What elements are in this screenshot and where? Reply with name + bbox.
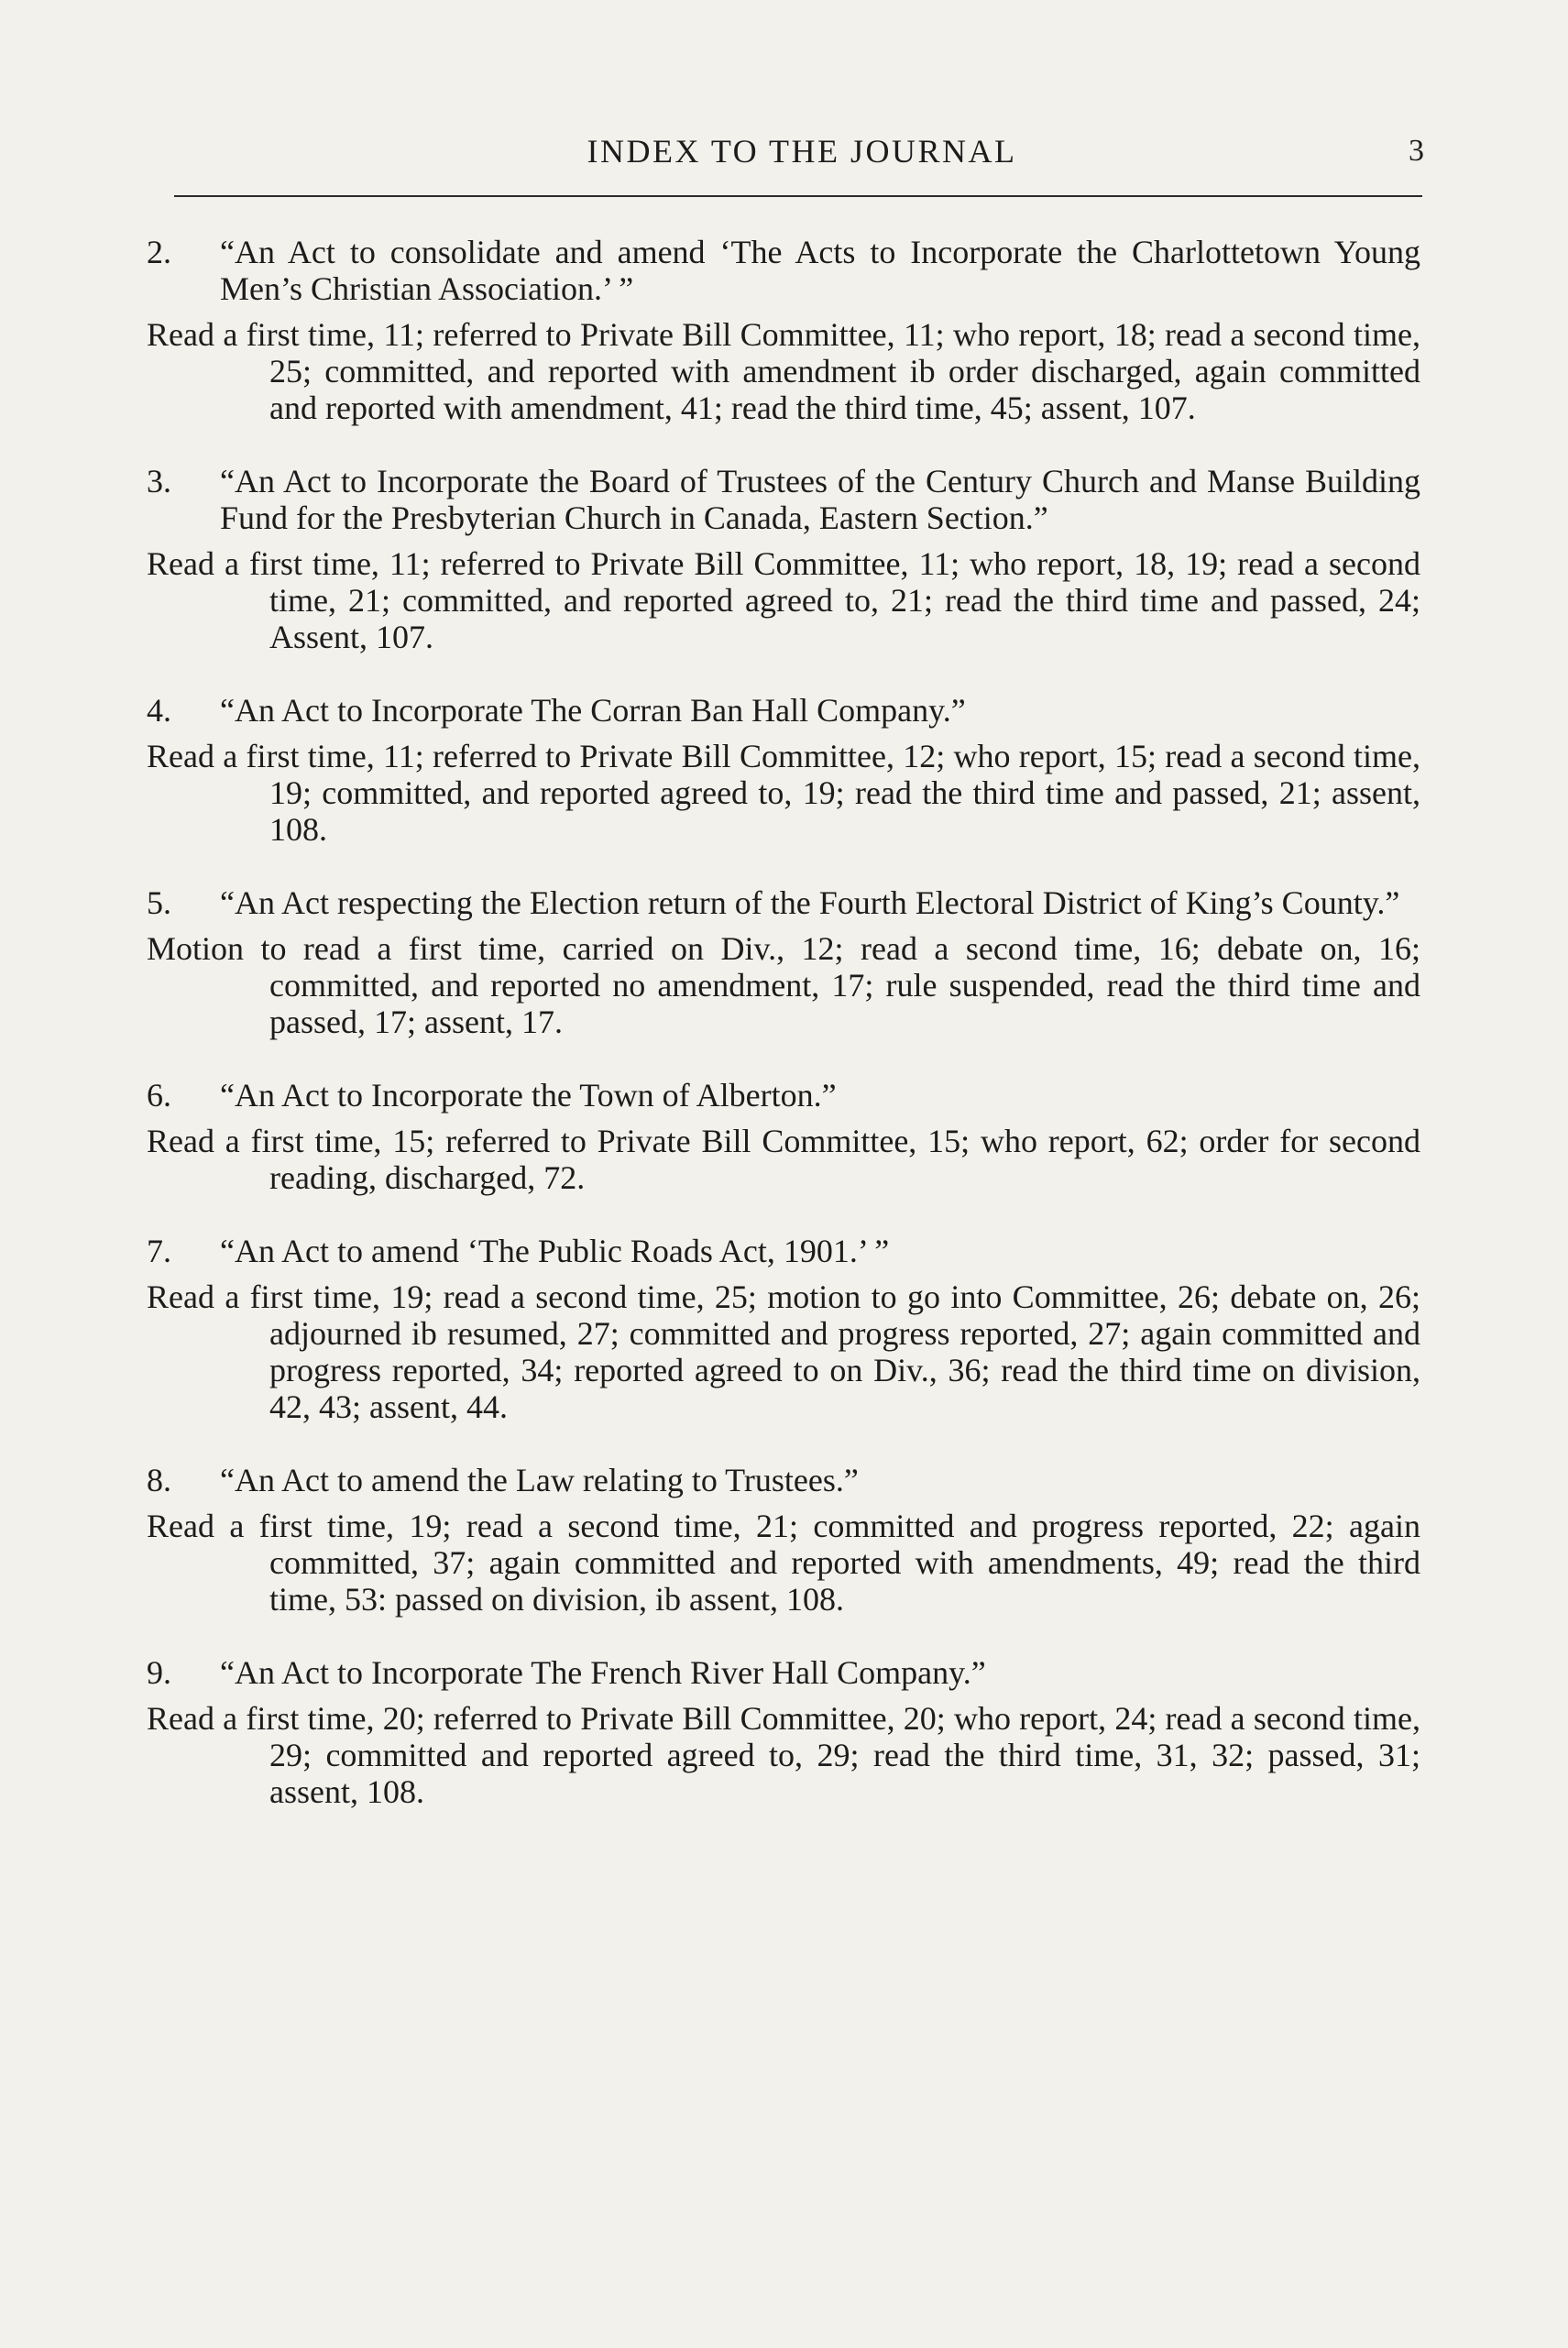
index-entry xyxy=(147,1233,1420,1425)
entry-title-text: “An Act to Incorporate the Town of Alberton.” xyxy=(220,1077,837,1114)
entry-title xyxy=(147,1077,1420,1114)
entry-number: 7. xyxy=(147,1233,171,1269)
header-rule xyxy=(174,195,1422,197)
index-entry xyxy=(147,1077,1420,1196)
entry-title-text: “An Act to amend ‘The Public Roads Act, 1901.’ ” xyxy=(220,1233,890,1269)
entry-number: 9. xyxy=(147,1654,171,1691)
entry-proceedings: Motion to read a first time, carried on Div., 12; read a second time, 16; debate on, 16; committed, and reported no amendment, 17; rule suspended, read the third time and passed, 17; assent, 17. xyxy=(147,930,1420,1040)
index-entries xyxy=(147,234,1420,1847)
entry-number: 8. xyxy=(147,1462,171,1498)
entry-number: 2. xyxy=(147,234,171,270)
page-number: 3 xyxy=(1409,134,1424,168)
entry-title-text: “An Act to consolidate and amend ‘The Acts to Incorporate the Charlottetown Young Men’s Christian Association.’ ” xyxy=(220,234,1420,307)
entry-number: 3. xyxy=(147,463,171,499)
entry-proceedings: Read a first time, 20; referred to Private Bill Committee, 20; who report, 24; read a second time, 29; committed and reported agreed to, 29; read the third time, 31, 32; passed, 31; assent, 108. xyxy=(147,1700,1420,1810)
entry-title xyxy=(147,692,1420,729)
entry-title-text: “An Act to amend the Law relating to Trustees.” xyxy=(220,1462,859,1498)
entry-title xyxy=(147,463,1420,536)
entry-number: 5. xyxy=(147,884,171,921)
entry-proceedings: Read a first time, 11; referred to Private Bill Committee, 11; who report, 18, 19; read a second time, 21; committed, and reported agreed to, 21; read the third time and passed, 24; Assent, 107. xyxy=(147,545,1420,655)
entry-proceedings: Read a first time, 11; referred to Private Bill Committee, 11; who report, 18; read a second time, 25; committed, and reported with amendment ib order discharged, again committed and reported with amendment, 41; read the third time, 45; assent, 107. xyxy=(147,316,1420,426)
entry-title xyxy=(147,884,1420,921)
running-title: INDEX TO THE JOURNAL xyxy=(587,133,1017,170)
entry-proceedings: Read a first time, 11; referred to Private Bill Committee, 12; who report, 15; read a second time, 19; committed, and reported agreed to, 19; read the third time and passed, 21; assent, 108. xyxy=(147,738,1420,848)
entry-number: 6. xyxy=(147,1077,171,1114)
entry-title-text: “An Act to Incorporate The French River Hall Company.” xyxy=(220,1654,986,1691)
running-head xyxy=(183,128,1424,183)
index-entry xyxy=(147,884,1420,1040)
index-entry xyxy=(147,1654,1420,1810)
entry-title xyxy=(147,1654,1420,1691)
entry-title xyxy=(147,1233,1420,1269)
index-entry xyxy=(147,463,1420,655)
index-entry xyxy=(147,234,1420,426)
entry-number: 4. xyxy=(147,692,171,729)
entry-title-text: “An Act respecting the Election return of the Fourth Electoral District of King’s County.” xyxy=(220,884,1400,921)
entry-proceedings: Read a first time, 19; read a second time, 21; committed and progress reported, 22; again committed, 37; again committed and reported with amendments, 49; read the third time, 53: passed on division, ib assent, 108. xyxy=(147,1508,1420,1618)
entry-title-text: “An Act to Incorporate the Board of Trustees of the Century Church and Manse Building Fund for the Presbyterian Church in Canada, Eastern Section.” xyxy=(220,463,1420,536)
entry-proceedings: Read a first time, 15; referred to Private Bill Committee, 15; who report, 62; order for second reading, discharged, 72. xyxy=(147,1123,1420,1196)
entry-title xyxy=(147,1462,1420,1498)
entry-title xyxy=(147,234,1420,307)
index-entry xyxy=(147,1462,1420,1618)
index-entry xyxy=(147,692,1420,848)
entry-title-text: “An Act to Incorporate The Corran Ban Hall Company.” xyxy=(220,692,966,729)
entry-proceedings: Read a first time, 19; read a second time, 25; motion to go into Committee, 26; debate on, 26; adjourned ib resumed, 27; committed and progress reported, 27; again committed and progress reported, 34; reported agreed to on Div., 36; read the third time on division, 42, 43; assent, 44. xyxy=(147,1278,1420,1425)
